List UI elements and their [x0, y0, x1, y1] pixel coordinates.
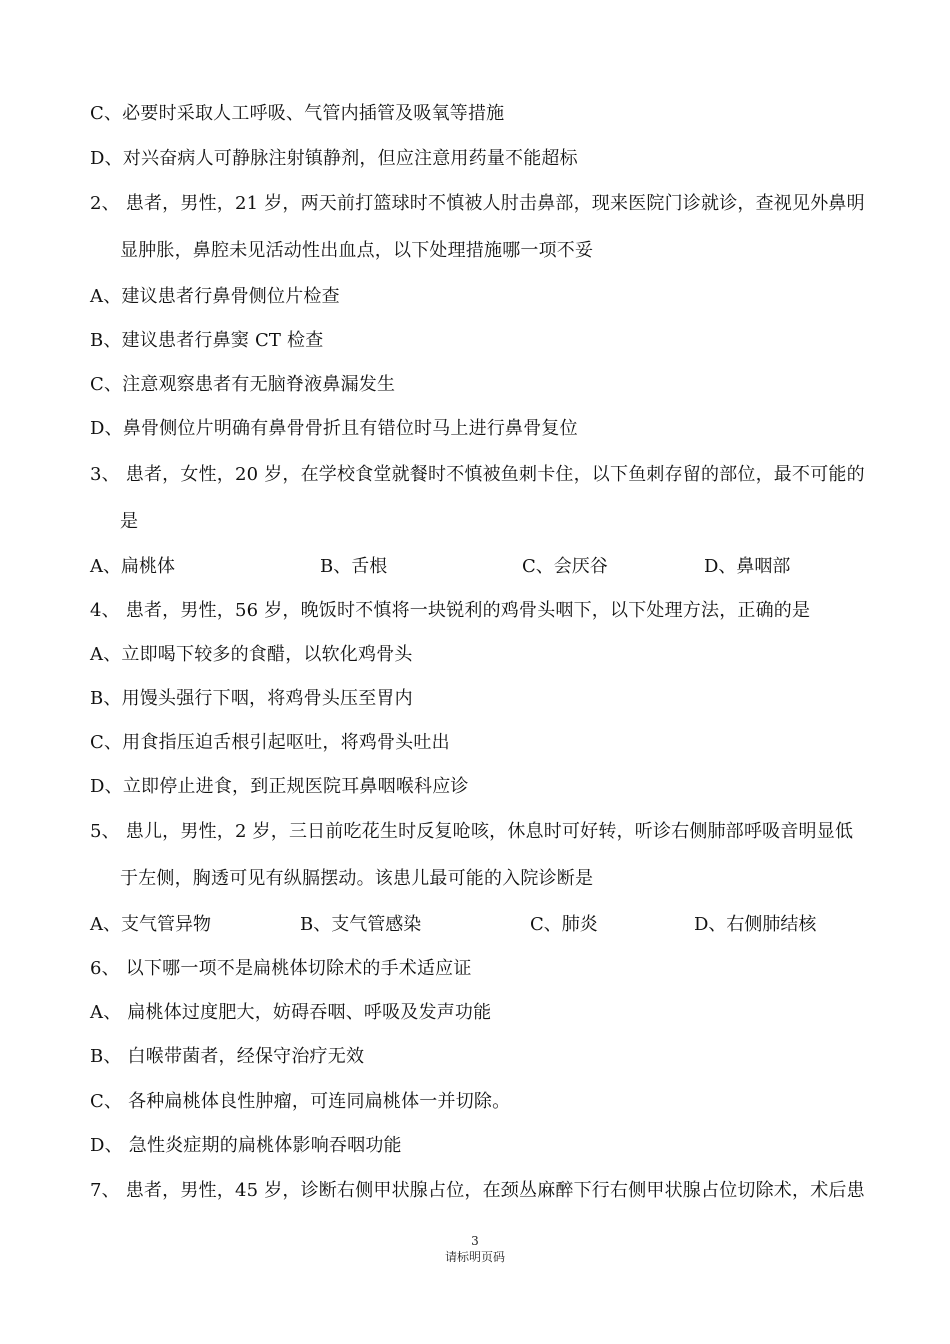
q3-option-b: B、舌根: [320, 556, 388, 577]
page-number: 3: [471, 1234, 479, 1248]
q6-option-a: A、 扁桃体过度肥大，妨碍吞咽、呼吸及发声功能: [90, 1002, 492, 1023]
q5-option-a: A、支气管异物: [90, 914, 211, 935]
q6-option-c: C、 各种扁桃体良性肿瘤，可连同扁桃体一并切除。: [90, 1091, 511, 1112]
q1-option-d: D、对兴奋病人可静脉注射镇静剂，但应注意用药量不能超标: [90, 148, 578, 169]
q2-option-c: C、注意观察患者有无脑脊液鼻漏发生: [90, 374, 396, 395]
q5-option-b: B、支气管感染: [300, 914, 422, 935]
footer-note: 请标明页码: [444, 1250, 505, 1264]
q5-option-c: C、肺炎: [530, 914, 598, 935]
q3-option-a: A、扁桃体: [90, 556, 175, 577]
q4-option-d: D、立即停止进食，到正规医院耳鼻咽喉科应诊: [90, 776, 469, 797]
q6-stem: 6、 以下哪一项不是扁桃体切除术的手术适应证: [90, 958, 472, 979]
q3-option-d: D、鼻咽部: [704, 556, 791, 577]
q5-option-d: D、右侧肺结核: [694, 914, 817, 935]
q5-stem-line1: 5、 患儿，男性，2 岁，三日前吃花生时反复呛咳，休息时可好转，听诊右侧肺部呼吸音明显低: [90, 821, 854, 842]
q4-option-a: A、立即喝下较多的食醋，以软化鸡骨头: [90, 644, 413, 665]
q2-option-d: D、鼻骨侧位片明确有鼻骨骨折且有错位时马上进行鼻骨复位: [90, 418, 578, 439]
q4-stem: 4、 患者，男性，56 岁，晚饭时不慎将一块锐利的鸡骨头咽下，以下处理方法，正确的是: [90, 600, 811, 621]
q5-stem-line2: 于左侧，胸透可见有纵膈摆动。该患儿最可能的入院诊断是: [120, 868, 594, 889]
q3-option-c: C、会厌谷: [522, 556, 608, 577]
q3-stem-line2: 是: [120, 511, 139, 532]
q7-stem-line1: 7、 患者，男性，45 岁，诊断右侧甲状腺占位，在颈丛麻醉下行右侧甲状腺占位切除术，术后患: [90, 1180, 865, 1201]
q2-stem-line2: 显肿胀，鼻腔未见活动性出血点，以下处理措施哪一项不妥: [120, 240, 594, 261]
q1-option-c: C、必要时采取人工呼吸、气管内插管及吸氧等措施: [90, 103, 505, 124]
q2-stem-line1: 2、 患者，男性，21 岁，两天前打篮球时不慎被人肘击鼻部，现来医院门诊就诊，查视见外鼻明: [90, 193, 865, 214]
q2-option-a: A、建议患者行鼻骨侧位片检查: [90, 286, 340, 307]
q4-option-b: B、用馒头强行下咽，将鸡骨头压至胃内: [90, 688, 413, 709]
q4-option-c: C、用食指压迫舌根引起呕吐，将鸡骨头吐出: [90, 732, 450, 753]
q6-option-d: D、 急性炎症期的扁桃体影响吞咽功能: [90, 1135, 402, 1156]
q6-option-b: B、 白喉带菌者，经保守治疗无效: [90, 1046, 365, 1067]
q3-stem-line1: 3、 患者，女性，20 岁，在学校食堂就餐时不慎被鱼刺卡住，以下鱼刺存留的部位，最不可能的: [90, 464, 865, 485]
q2-option-b: B、建议患者行鼻窦 CT 检查: [90, 330, 324, 351]
